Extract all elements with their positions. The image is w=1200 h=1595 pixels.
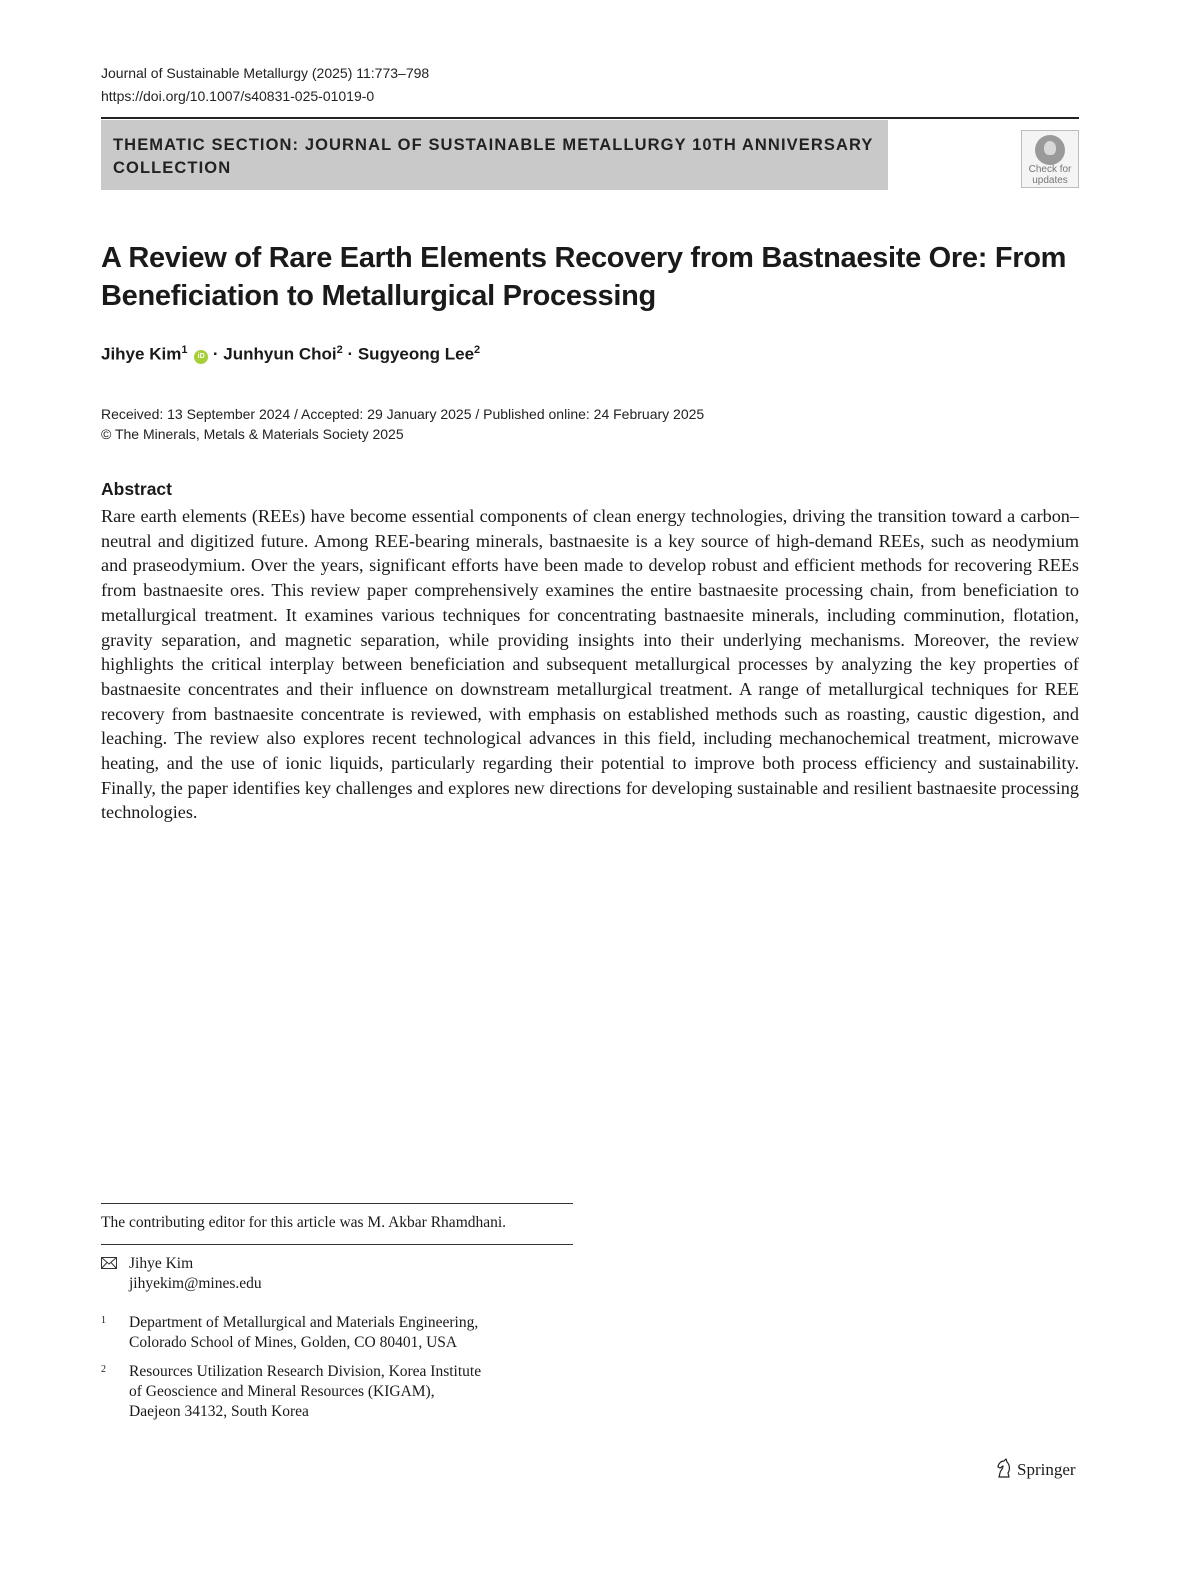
author-name[interactable]: Sugyeong Lee bbox=[357, 344, 475, 364]
corresponding-email[interactable]: jihyekim@mines.edu bbox=[129, 1275, 262, 1292]
badge-line-2: updates bbox=[1032, 175, 1068, 186]
abstract-heading: Abstract bbox=[101, 479, 172, 499]
journal-citation: Journal of Sustainable Metallurgy (2025) 11:773–798 bbox=[101, 65, 430, 81]
footnote-rule bbox=[101, 1244, 573, 1245]
affiliation-line: Resources Utilization Research Division, Korea Institute bbox=[129, 1363, 482, 1380]
badge-line-1: Check for bbox=[1028, 164, 1072, 175]
affiliation-line: of Geoscience and Mineral Resources (KIGAM), bbox=[129, 1383, 435, 1400]
author-affil-marker: 2 bbox=[336, 344, 343, 356]
affiliation-number: 1 bbox=[101, 1315, 106, 1326]
author-name[interactable]: Jihye Kim bbox=[101, 344, 182, 364]
footnote-rule bbox=[101, 1203, 573, 1204]
author-affil-marker: 1 bbox=[181, 344, 188, 356]
doi-link[interactable]: https://doi.org/10.1007/s40831-025-01019-0 bbox=[101, 88, 375, 104]
bookmark-icon bbox=[1035, 135, 1065, 165]
history-dates: Received: 13 September 2024 / Accepted: 29 January 2025 / Published online: 24 February 2025 bbox=[101, 406, 705, 422]
article-title: A Review of Rare Earth Elements Recovery from Bastnaesite Ore: From Beneficiation to Metallurgical Processing bbox=[101, 242, 1067, 312]
affiliation-line: Daejeon 34132, South Korea bbox=[129, 1403, 309, 1420]
author-name[interactable]: Junhyun Choi bbox=[223, 344, 337, 364]
chess-knight-icon bbox=[995, 1458, 1013, 1478]
corresponding-name: Jihye Kim bbox=[129, 1255, 194, 1272]
author-separator: · bbox=[208, 344, 224, 364]
envelope-icon[interactable] bbox=[101, 1257, 117, 1269]
thematic-section-banner: THEMATIC SECTION: JOURNAL OF SUSTAINABLE METALLURGY 10TH ANNIVERSARY COLLECTION bbox=[101, 120, 888, 190]
copyright-line: © The Minerals, Metals & Materials Society 2025 bbox=[101, 426, 404, 442]
affiliation-number: 2 bbox=[101, 1364, 106, 1375]
affiliation-line: Department of Metallurgical and Materials Engineering, bbox=[129, 1314, 479, 1331]
orcid-icon[interactable]: iD bbox=[194, 350, 208, 364]
header-rule bbox=[101, 117, 1079, 119]
author-affil-marker: 2 bbox=[474, 344, 481, 356]
author-list bbox=[101, 344, 480, 365]
affiliation-line: Colorado School of Mines, Golden, CO 80401, USA bbox=[129, 1334, 458, 1351]
publication-dates bbox=[101, 404, 704, 444]
editor-note: The contributing editor for this article was M. Akbar Rhamdhani. bbox=[101, 1214, 507, 1231]
author-separator: · bbox=[342, 344, 358, 364]
abstract-text: Rare earth elements (REEs) have become essential components of clean energy technologies, driving the transition toward a carbon–neutral and digitized future. Among REE-bearing minerals, bastnaesite is a key source of high-demand REEs, such as neodymium and praseodymium. Over the years, significant efforts have been made to develop robust and efficient methods for recovering REEs from bastnaesite ores. This review paper comprehensively examines the entire bastnaesite processing chain, from beneficiation to metallurgical treatment. It examines various techniques for concentrating bastnaesite minerals, including comminution, flotation, gravity separation, and magnetic separation, while providing insights into their underlying mechanisms. Moreover, the review highlights the critical interplay between beneficiation and subsequent metallurgical processes by analyzing the key properties of bastnaesite concentrates and their influence on downstream metallurgical treatment. A range of metallurgical techniques for REE recovery from bastnaesite concentrate is reviewed, with emphasis on established methods such as roasting, caustic digestion, and leaching. The review also explores recent technological advances in this field, including mechanochemical treatment, microwave heating, and the use of ionic liquids, particularly regarding their potential to improve both process efficiency and sustainability. Finally, the paper identifies key challenges and explores new directions for developing sustainable and resilient bastnaesite processing technologies. bbox=[101, 506, 1079, 823]
check-for-updates-badge[interactable] bbox=[1021, 130, 1079, 188]
publisher-logo[interactable] bbox=[995, 1458, 1076, 1480]
publisher-name: Springer bbox=[1017, 1460, 1076, 1479]
